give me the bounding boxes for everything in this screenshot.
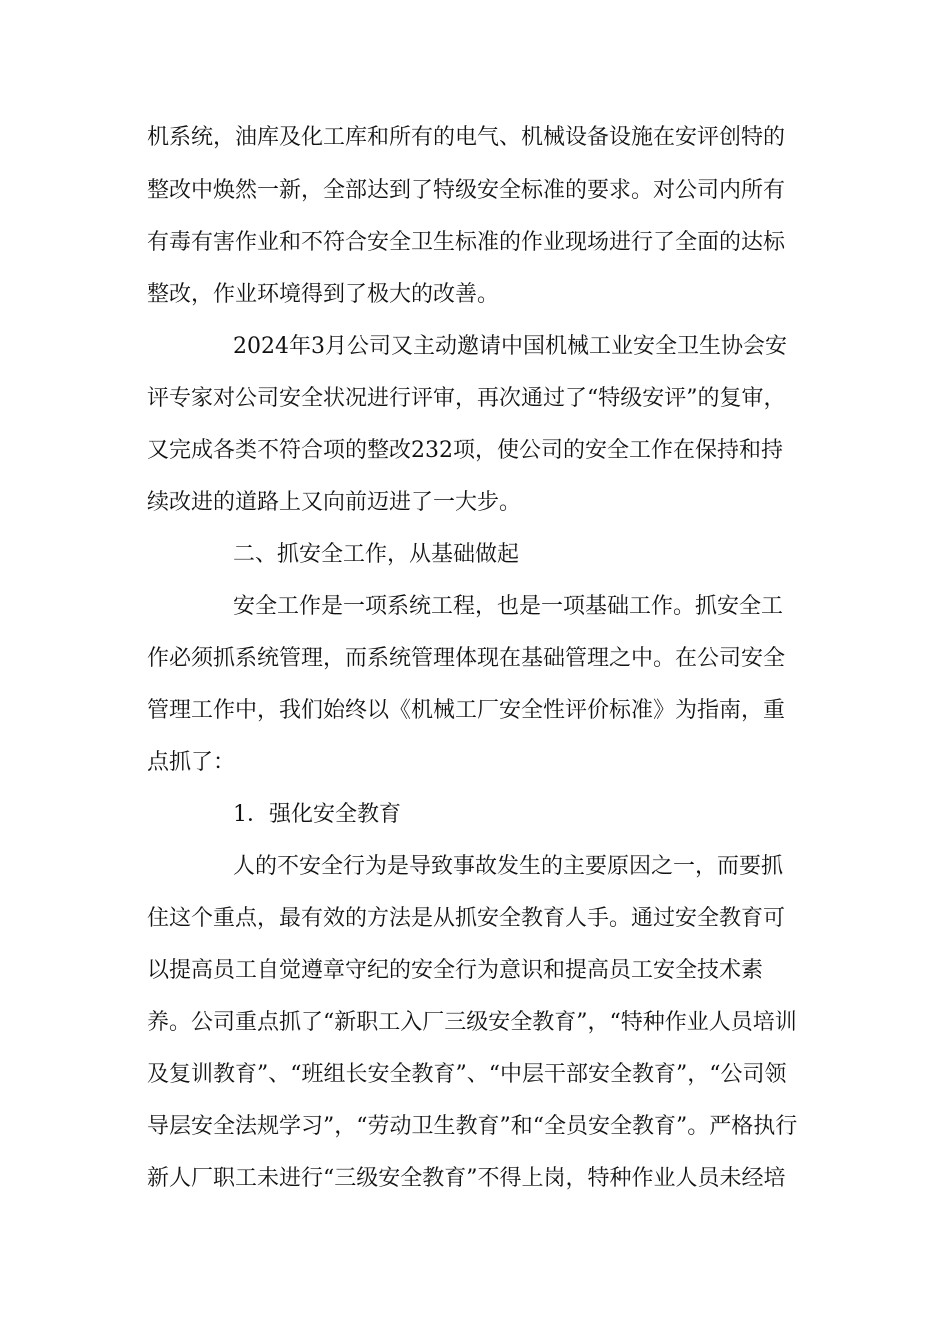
text-line: 点抓了： (147, 750, 236, 775)
section-heading: 二、抓安全工作，从基础做起 (233, 542, 520, 567)
text-line: 住这个重点，最有效的方法是从抓安全教育人手。通过安全教育可 (147, 906, 786, 931)
text-line: 整改中焕然一新，全部达到了特级安全标准的要求。对公司内所有 (147, 178, 786, 203)
subsection-heading: 1．强化安全教育 (233, 802, 401, 827)
text-line: 作必须抓系统管理，而系统管理体现在基础管理之中。在公司安全 (147, 646, 786, 671)
text-line: 评专家对公司安全状况进行评审，再次通过了“特级安评”的复审， (147, 386, 786, 411)
text-line: 管理工作中，我们始终以《机械工厂安全性评价标准》为指南，重 (147, 698, 786, 723)
text-line: 人的不安全行为是导致事故发生的主要原因之一，而要抓 (233, 854, 784, 879)
text-line: 导层安全法规学习”，“劳动卫生教育”和“全员安全教育”。严格执行 (147, 1114, 798, 1139)
text-line: 整改，作业环境得到了极大的改善。 (147, 282, 500, 307)
text-line: 机系统，油库及化工库和所有的电气、机械设备设施在安评创特的 (147, 125, 786, 150)
text-line: 及复训教育”、“班组长安全教育”、“中层干部安全教育”，“公司领 (147, 1062, 787, 1087)
text-line: 以提高员工自觉遵章守纪的安全行为意识和提高员工安全技术素 (147, 958, 764, 983)
text-line: 有毒有害作业和不符合安全卫生标准的作业现场进行了全面的达标 (147, 230, 786, 255)
text-line: 新人厂职工未进行“三级安全教育”不得上岗，特种作业人员未经培 (147, 1166, 786, 1191)
text-line: 又完成各类不符合项的整改232项，使公司的安全工作在保持和持 (147, 438, 783, 463)
text-line: 安全工作是一项系统工程，也是一项基础工作。抓安全工 (233, 594, 784, 619)
text-line: 养。公司重点抓了“新职工入厂三级安全教育”，“特种作业人员培训 (147, 1010, 797, 1035)
text-line: 续改进的道路上又向前迈进了一大步。 (147, 490, 522, 515)
text-line: 2024年3月公司又主动邀请中国机械工业安全卫生协会安 (233, 334, 787, 359)
